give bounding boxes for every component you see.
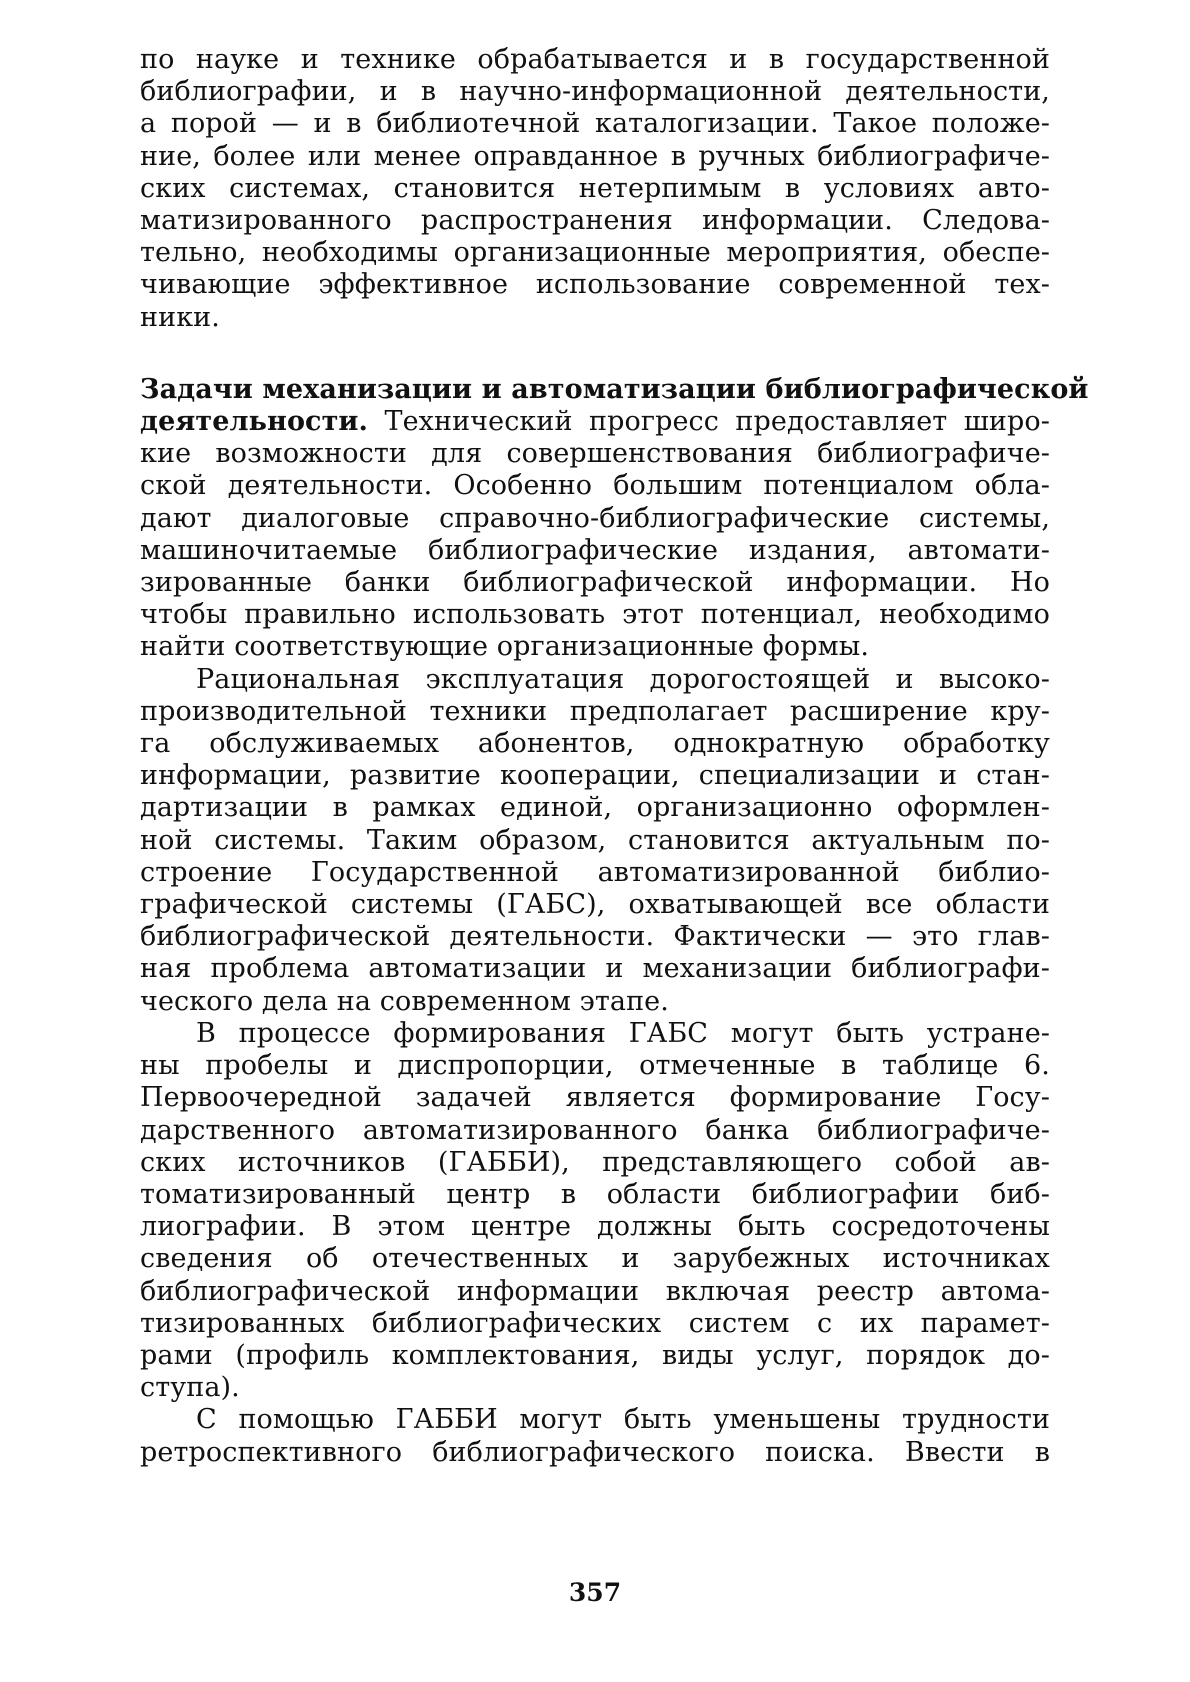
text-line: а порой — и в библиотечной каталогизации. Такое положе- bbox=[140, 108, 1050, 140]
text-line: томатизированный центр в области библиографии биб- bbox=[140, 1178, 1050, 1210]
text-line: тельно, необходимы организационные мероприятия, обеспе- bbox=[140, 237, 1050, 269]
text-line: чтобы правильно использовать этот потенциал, необходимо bbox=[140, 599, 1050, 631]
text-line: информации, развитие кооперации, специализации и стан- bbox=[140, 760, 1050, 792]
page-number: 357 bbox=[568, 1578, 622, 1607]
text-line: матизированного распространения информации. Следова- bbox=[140, 205, 1050, 237]
text-line: ступа). bbox=[140, 1372, 240, 1404]
text-line: дартизации в рамках единой, организационно оформлен- bbox=[140, 792, 1050, 824]
text-line: лиографии. В этом центре должны быть сосредоточены bbox=[140, 1211, 1050, 1243]
paragraph bbox=[140, 664, 1050, 1018]
text-line: по науке и технике обрабатывается и в государственной bbox=[140, 44, 1050, 75]
text-line: библиографической информации включая реестр автома- bbox=[140, 1275, 1050, 1307]
text-line: В процессе формирования ГАБС могут быть устране- bbox=[196, 1017, 1050, 1049]
text-line: ских источников (ГАББИ), представляющего собой ав- bbox=[140, 1146, 1050, 1178]
text-line: ние, более или менее оправданное в ручных библиографиче- bbox=[140, 140, 1050, 172]
text-line: строение Государственной автоматизированной библио- bbox=[140, 856, 1050, 888]
paragraph-continuation bbox=[140, 44, 1050, 334]
text-line: сведения об отечественных и зарубежных источниках bbox=[140, 1243, 1050, 1275]
text-run: Технический прогресс предоставляет широ- bbox=[368, 406, 1050, 438]
text-line: ны пробелы и диспропорции, отмеченные в таблице 6. bbox=[140, 1050, 1050, 1082]
text-line: рами (профиль комплектования, виды услуг, порядок до- bbox=[140, 1339, 1050, 1371]
text-line: тизированных библиографических систем с их парамет- bbox=[140, 1307, 1050, 1339]
paragraph-spacer bbox=[140, 334, 1050, 374]
text-line: машиночитаемые библиографические издания, автомати- bbox=[140, 534, 1050, 566]
section-heading: Задачи механизации и автоматизации библиографической bbox=[140, 373, 1089, 405]
text-line: библиографической деятельности. Фактически — это глав- bbox=[140, 921, 1050, 953]
text-line: ческого дела на современном этапе. bbox=[140, 985, 669, 1017]
text-line: ских системах, становится нетерпимым в условиях авто- bbox=[140, 172, 1050, 204]
text-line: библиографии, и в научно-информационной деятельности, bbox=[140, 76, 1050, 108]
text-line: зированные банки библиографической информации. Но bbox=[140, 567, 1050, 599]
text-line bbox=[140, 406, 1050, 438]
section-paragraph bbox=[140, 373, 1089, 664]
text-line: кие возможности для совершенствования библиографиче- bbox=[140, 438, 1050, 470]
text-line: дарственного автоматизированного банка библиографиче- bbox=[140, 1114, 1050, 1146]
section-heading-end: деятельности. bbox=[140, 406, 369, 438]
text-line: ной системы. Таким образом, становится актуальным по- bbox=[140, 824, 1050, 856]
text-line: ской деятельности. Особенно большим потенциалом обла- bbox=[140, 470, 1050, 502]
text-line: чивающие эффективное использование современной тех- bbox=[140, 269, 1050, 301]
text-line: Первоочередной задачей является формирование Госу- bbox=[140, 1082, 1050, 1114]
text-line: ретроспективного библиографического поиска. Ввести в bbox=[140, 1436, 1050, 1468]
text-line: га обслуживаемых абонентов, однократную обработку bbox=[140, 728, 1050, 760]
paragraph bbox=[140, 1018, 1050, 1404]
text-line: найти соответствующие организационные формы. bbox=[140, 631, 869, 663]
page-body bbox=[140, 44, 1089, 1469]
text-line: С помощью ГАББИ могут быть уменьшены трудности bbox=[196, 1404, 1050, 1436]
text-line: ная проблема автоматизации и механизации библиографи- bbox=[140, 953, 1050, 985]
text-line: ники. bbox=[140, 301, 220, 333]
text-line: производительной техники предполагает расширение кру- bbox=[140, 695, 1050, 727]
text-line: Рациональная эксплуатация дорогостоящей и высоко- bbox=[196, 663, 1050, 695]
text-line: графической системы (ГАБС), охватывающей все области bbox=[140, 889, 1050, 921]
text-line: дают диалоговые справочно-библиографические системы, bbox=[140, 502, 1050, 534]
paragraph bbox=[140, 1404, 1050, 1468]
